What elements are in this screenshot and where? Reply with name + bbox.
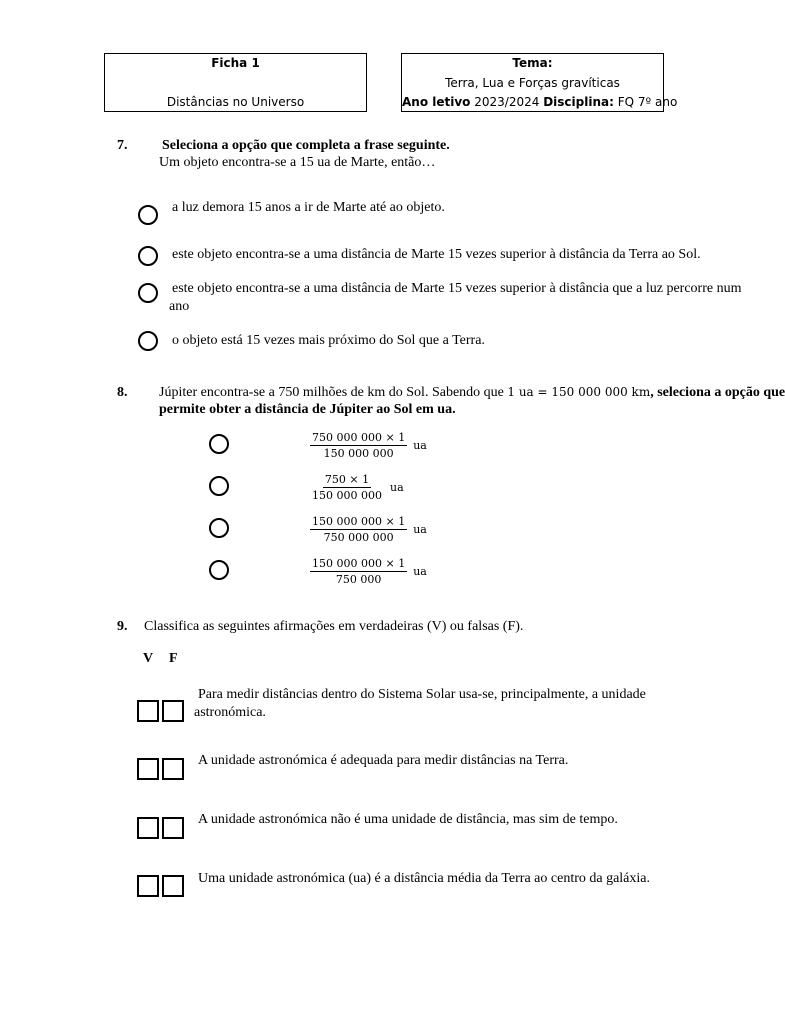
q7-option-1-radio[interactable] (138, 205, 158, 225)
worksheet-subtitle: Distâncias no Universo (166, 95, 305, 109)
q8-option-1-radio[interactable] (209, 434, 229, 454)
q7-prompt: Seleciona a opção que completa a frase seguinte. (162, 138, 450, 153)
q8-option-2-denominator: 150 000 000 (312, 489, 382, 502)
q7-option-3-text: este objeto encontra-se a uma distância de Marte 15 vezes superior à distância que a luz percorre num (172, 281, 742, 296)
q8-text-c: permite obter a distância de Júpiter ao Sol em ua. (159, 402, 456, 417)
q7-option-3-text-cont: ano (169, 299, 190, 314)
q9-statement-4-f-checkbox[interactable] (162, 875, 184, 897)
q8-text-a: Júpiter encontra-se a 750 milhões de km do Sol. Sabendo que (159, 385, 504, 400)
ano-label: Ano letivo (402, 95, 471, 109)
q7-option-2-radio[interactable] (138, 246, 158, 266)
q8-option-4-numerator: 150 000 000 × 1 (312, 557, 406, 570)
q7-stem: Um objeto encontra-se a 15 ua de Marte, então… (159, 155, 436, 170)
q8-option-3-fraction (310, 515, 427, 544)
q9-statement-3-f-checkbox[interactable] (162, 817, 184, 839)
worksheet-title: Ficha 1 (211, 56, 260, 70)
q8-option-2-numerator: 750 × 1 (324, 473, 370, 486)
q7-option-2-text: este objeto encontra-se a uma distância de Marte 15 vezes superior à distância da Terra ao Sol. (172, 247, 701, 262)
worksheet-header-right (401, 53, 678, 112)
q8-text-line1 (159, 385, 785, 401)
q7-option-3-radio[interactable] (138, 283, 158, 303)
q9-statement-3-v-checkbox[interactable] (137, 817, 159, 839)
q9-statement-4-v-checkbox[interactable] (137, 875, 159, 897)
tema-label: Tema: (512, 56, 553, 70)
q8-option-1-numerator: 750 000 000 × 1 (312, 431, 406, 444)
q8-option-4-unit: ua (413, 565, 427, 578)
q8-option-4-radio[interactable] (209, 560, 229, 580)
q9-statement-4-text: Uma unidade astronómica (ua) é a distância média da Terra ao centro da galáxia. (198, 871, 650, 886)
q9-statement-3-text: A unidade astronómica não é uma unidade de distância, mas sim de tempo. (198, 812, 618, 827)
q8-number: 8. (117, 385, 128, 400)
q8-option-1-unit: ua (413, 439, 427, 452)
q7-number: 7. (117, 138, 128, 153)
q9-statement-1-text-cont: astronómica. (194, 705, 266, 720)
q8-option-2-radio[interactable] (209, 476, 229, 496)
q7-option-4-text: o objeto está 15 vezes mais próximo do Sol que a Terra. (172, 333, 485, 348)
q7-option-4-radio[interactable] (138, 331, 158, 351)
q8-option-3-denominator: 750 000 000 (323, 531, 394, 544)
q7-option-1-text: a luz demora 15 anos a ir de Marte até ao objeto. (172, 200, 445, 215)
q8-math: 1 ua = 150 000 000 km (507, 385, 651, 399)
q9-number: 9. (117, 619, 128, 634)
q8-option-4-fraction (310, 557, 427, 586)
q8-option-1-denominator: 150 000 000 (323, 447, 394, 460)
q8-option-4-denominator: 750 000 (335, 573, 382, 586)
worksheet-header-left (104, 53, 367, 112)
q9-column-f: F (169, 651, 178, 666)
q9-column-v: V (143, 651, 154, 666)
q9-statement-1-v-checkbox[interactable] (137, 700, 159, 722)
disciplina-label: Disciplina: (543, 95, 614, 109)
q8-option-3-unit: ua (413, 523, 427, 536)
q8-option-3-radio[interactable] (209, 518, 229, 538)
q9-statement-1-f-checkbox[interactable] (162, 700, 184, 722)
q9-statement-2-v-checkbox[interactable] (137, 758, 159, 780)
q8-option-1-fraction (310, 431, 427, 460)
ano-value: 2023/2024 (474, 95, 540, 109)
q9-statement-2-f-checkbox[interactable] (162, 758, 184, 780)
q8-text-b: , seleciona a opção que (650, 385, 785, 400)
q9-statement-1-text: Para medir distâncias dentro do Sistema Solar usa-se, principalmente, a unidade (198, 687, 646, 702)
disciplina-value: FQ 7º ano (617, 95, 678, 109)
q8-option-2-fraction (310, 473, 404, 502)
tema-value: Terra, Lua e Forças gravíticas (445, 76, 620, 90)
q8-option-2-unit: ua (389, 481, 404, 494)
q8-option-3-numerator: 150 000 000 × 1 (312, 515, 406, 528)
q9-statement-2-text: A unidade astronómica é adequada para medir distâncias na Terra. (198, 753, 569, 768)
q9-prompt: Classifica as seguintes afirmações em verdadeiras (V) ou falsas (F). (144, 619, 524, 634)
